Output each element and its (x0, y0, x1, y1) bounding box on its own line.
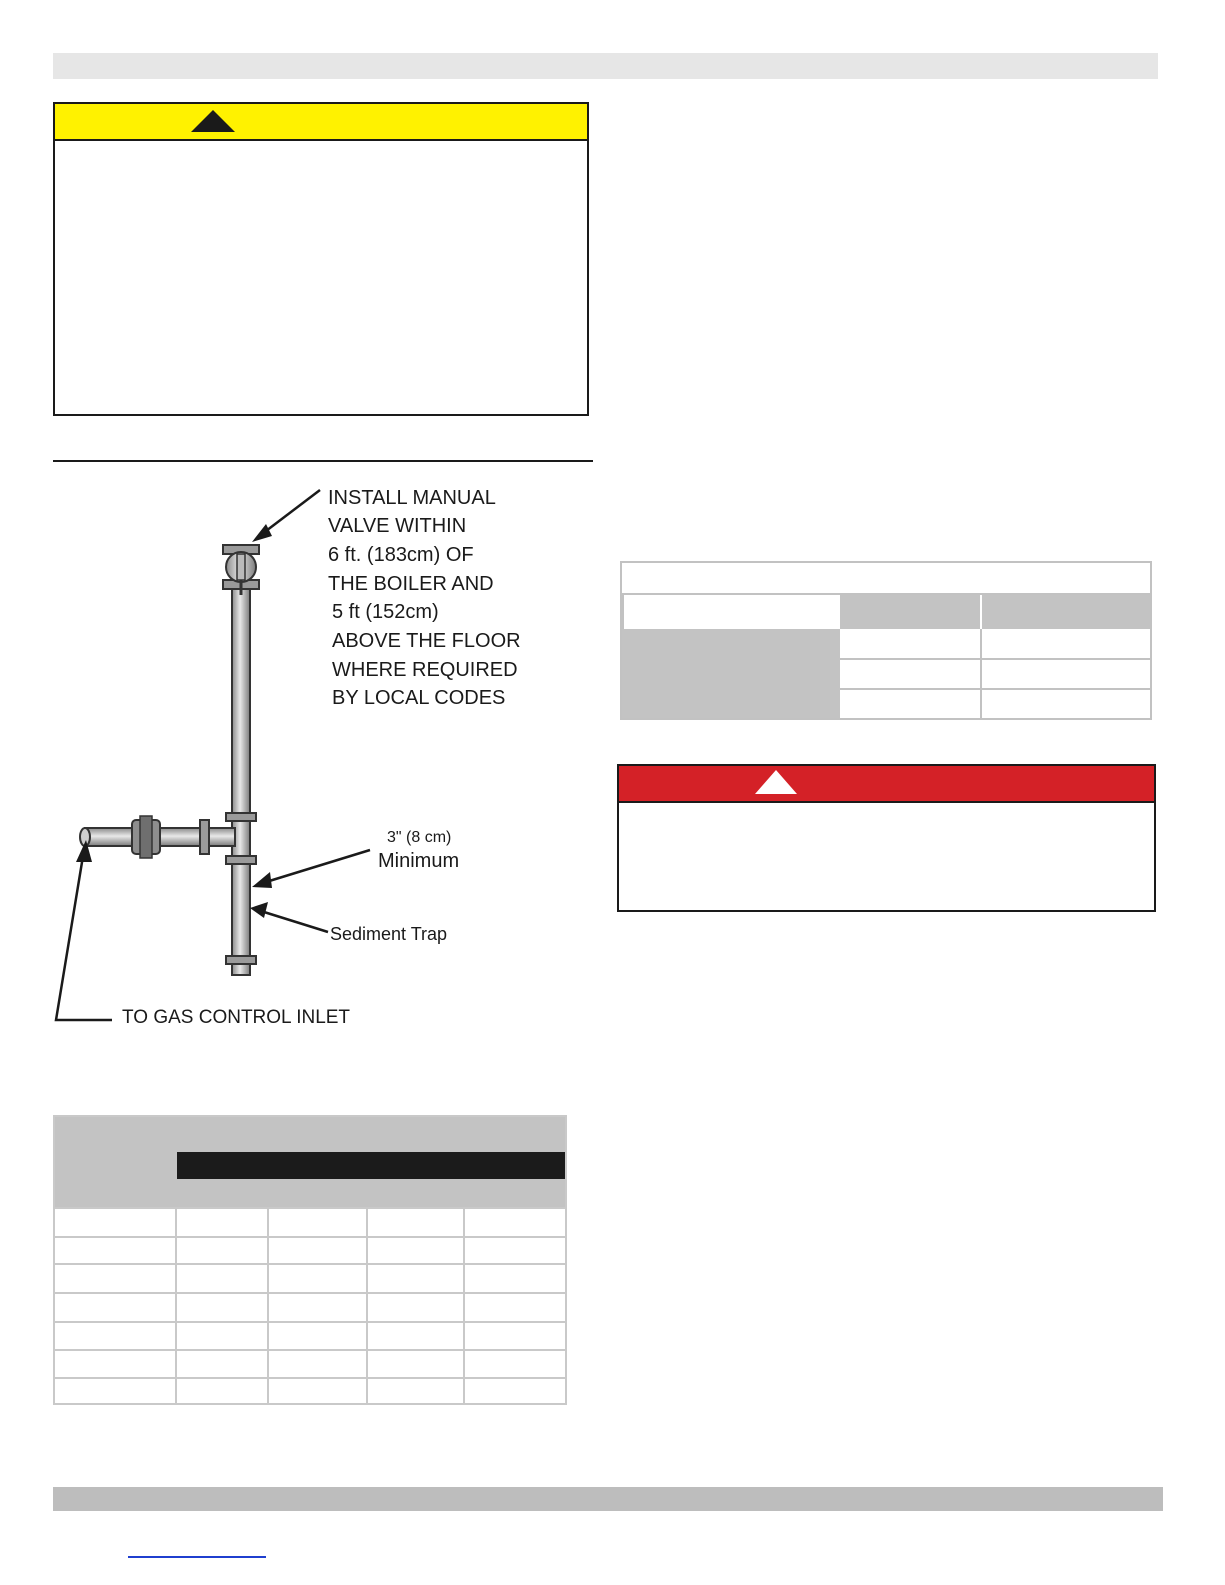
table-header-cell (982, 595, 1150, 629)
valve-note-line: WHERE REQUIRED (332, 659, 518, 681)
page-footer-bar (53, 1487, 1163, 1511)
minimum-label: Minimum (378, 850, 460, 872)
valve-note-line: INSTALL MANUAL (328, 487, 496, 509)
table-row (55, 1236, 565, 1265)
footer-link-underline[interactable] (128, 1556, 266, 1558)
table-row (55, 1263, 565, 1292)
table-header-cell (840, 595, 980, 629)
table-row-divider (840, 688, 1150, 690)
gas-inlet-label: TO GAS CONTROL INLET (122, 1007, 351, 1028)
valve-note-line: VALVE WITHIN (328, 515, 467, 537)
valve-note-line: THE BOILER AND (328, 573, 494, 595)
min-dimension-label: 3" (8 cm) (387, 829, 452, 846)
arrow-head-trap (250, 902, 268, 918)
sediment-trap-cap (226, 956, 256, 964)
table-column-divider (980, 629, 982, 718)
sediment-trap-label: Sediment Trap (330, 924, 448, 944)
table-title-row (622, 563, 1150, 595)
valve-note (328, 487, 521, 709)
table-row (55, 1377, 565, 1406)
valve-note-line: 6 ft. (183cm) OF (328, 544, 474, 566)
table-column-divider (175, 1207, 177, 1403)
tee-fitting-top (226, 813, 256, 821)
table-column-divider (622, 595, 624, 629)
gas-piping-diagram (40, 470, 600, 1050)
arrow-head-valve (252, 524, 272, 542)
caution-header (55, 104, 587, 141)
danger-header (619, 766, 1154, 803)
pipe-capacity-table (53, 1115, 567, 1405)
valve-note-line: ABOVE THE FLOOR (332, 630, 521, 652)
table-row (55, 1292, 565, 1321)
valve-note-line: BY LOCAL CODES (332, 687, 506, 709)
table-header (55, 1117, 565, 1207)
section-divider (53, 460, 593, 462)
table-column-divider (463, 1207, 465, 1403)
warning-triangle-icon (191, 110, 235, 132)
table-column-divider (366, 1207, 368, 1403)
caution-notice (53, 102, 589, 416)
warning-triangle-icon (755, 770, 797, 794)
table-row (55, 1349, 565, 1378)
tee-fitting-bottom (226, 856, 256, 864)
table-row (55, 1321, 565, 1350)
riser-pipe (232, 580, 250, 975)
table-header-band (177, 1152, 565, 1179)
page-header-bar (53, 53, 1158, 79)
arrow-head-minimum (252, 872, 272, 888)
table-row-header (622, 629, 840, 718)
horizontal-flange (200, 820, 209, 854)
danger-notice (617, 764, 1156, 912)
table-row (55, 1207, 565, 1236)
table-row-divider (840, 658, 1150, 660)
gas-pressure-table (620, 561, 1152, 720)
valve-note-line: 5 ft (152cm) (332, 601, 439, 623)
table-column-divider (267, 1207, 269, 1403)
